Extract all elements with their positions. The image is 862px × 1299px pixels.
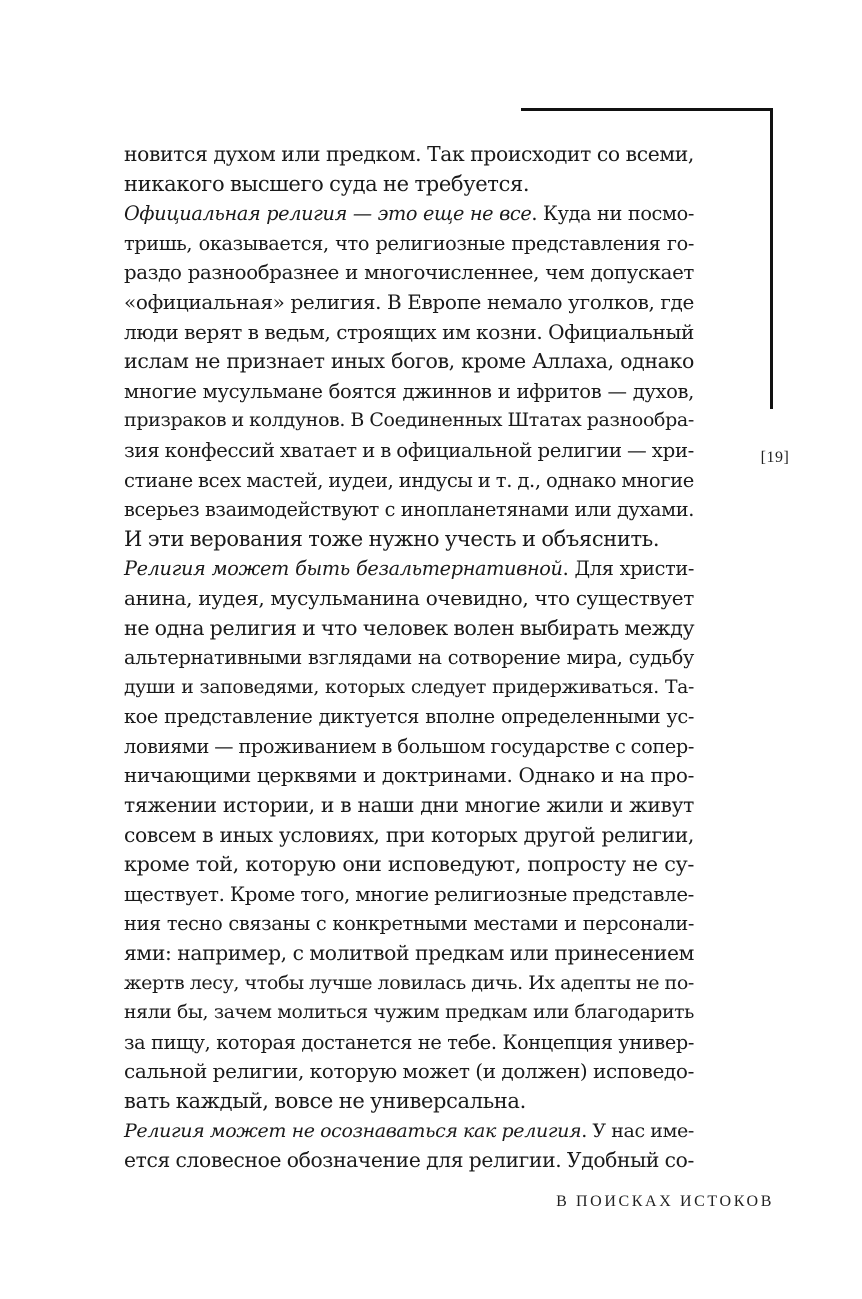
text-line	[124, 288, 694, 318]
text-line	[124, 318, 694, 348]
text-line	[124, 821, 694, 851]
line-text: ществует. Кроме того, многие религиозные представле-	[124, 882, 694, 906]
line-text: никакого высшего суда не требуется.	[124, 171, 530, 196]
text-line	[124, 643, 694, 673]
text-line	[124, 939, 694, 969]
text-line	[124, 998, 694, 1028]
text-line	[124, 466, 694, 496]
text-line	[124, 791, 694, 821]
italic-heading: Религия может быть безальтернативной	[124, 557, 563, 581]
line-text: не одна религия и что человек волен выбирать между	[124, 615, 695, 640]
frame-top-rule	[521, 108, 773, 111]
text-line	[124, 436, 694, 466]
line-text: . У нас име-	[581, 1119, 694, 1142]
text-line	[124, 554, 694, 584]
line-text: сальной религии, которую может (и должен) исповедо-	[124, 1059, 694, 1084]
line-text: зия конфессий хватает и в официальной религии — хри-	[124, 438, 694, 462]
text-line	[124, 258, 694, 288]
italic-heading: Официальная религия — это еще не все	[124, 202, 532, 226]
line-text: совсем в иных условиях, при которых другой религии,	[124, 822, 694, 847]
text-line	[124, 377, 694, 407]
line-text: призраков и колдунов. В Соединенных Штатах разнообра-	[124, 409, 694, 432]
line-text: . Для христи-	[562, 557, 695, 581]
line-text: ями: например, с молитвой предкам или принесением	[124, 941, 694, 966]
text-line	[124, 406, 694, 436]
line-text: многие мусульмане боятся джиннов и ифритов — духов,	[124, 379, 694, 403]
text-line	[124, 850, 694, 880]
line-text: всерьез взаимодействуют с инопланетянами или духами.	[124, 498, 694, 522]
line-text: альтернативными взглядами на сотворение мира, судьбу	[124, 646, 694, 670]
text-line	[124, 673, 694, 703]
line-text: анина, иудея, мусульманина очевидно, что существует	[124, 585, 694, 610]
text-line	[124, 1057, 694, 1087]
line-text: И эти верования тоже нужно учесть и объяснить.	[124, 526, 660, 551]
line-text: люди верят в ведьм, строящих им козни. Официальный	[124, 319, 694, 344]
line-text: . Куда ни посмо-	[531, 202, 695, 226]
line-text: ется словесное обозначение для религии. Удобный со-	[124, 1148, 694, 1173]
running-footer: В ПОИСКАХ ИСТОКОВ	[556, 1193, 774, 1210]
line-text: вать каждый, вовсе не универсальна.	[124, 1089, 526, 1113]
page-number: [19]	[760, 449, 790, 466]
line-text: ловиями — проживанием в большом государстве с сопер-	[124, 734, 694, 758]
text-line	[124, 909, 694, 939]
text-line	[124, 1117, 694, 1147]
text-line	[124, 347, 694, 377]
text-line	[124, 969, 694, 999]
text-line	[124, 229, 694, 259]
line-text: новится духом или предком. Так происходит со всеми,	[124, 142, 694, 166]
line-text: ислам не признает иных богов, кроме Аллаха, однако	[124, 349, 694, 374]
text-line	[124, 584, 694, 614]
line-text: стиане всех мастей, иудеи, индусы и т. д., однако многие	[124, 468, 694, 492]
line-text: раздо разнообразнее и многочисленнее, чем допускает	[124, 261, 694, 285]
text-line	[124, 614, 694, 644]
italic-heading: Религия может не осознаваться как религия	[124, 1119, 582, 1142]
line-text: «официальная» религия. В Европе немало уголков, где	[124, 289, 694, 314]
line-text: за пищу, которая достанется не тебе. Концепция универ-	[124, 1030, 694, 1054]
text-line	[124, 880, 694, 910]
line-text: ния тесно связаны с конкретными местами и персонали-	[124, 912, 694, 936]
line-text: тяжении истории, и в наши дни многие жили и живут	[124, 793, 694, 818]
text-line	[124, 199, 694, 229]
line-text: тришь, оказывается, что религиозные представления го-	[124, 231, 694, 255]
body-text	[124, 140, 694, 1176]
text-line	[124, 140, 694, 170]
text-line	[124, 1087, 694, 1117]
text-line	[124, 1146, 694, 1176]
line-text: кроме той, которую они исповедуют, попросту не су-	[124, 852, 694, 877]
text-line	[124, 1028, 694, 1058]
text-line	[124, 170, 694, 200]
line-text: жертв лесу, чтобы лучше ловилась дичь. Их адепты не по-	[124, 971, 694, 994]
text-line	[124, 495, 694, 525]
line-text: души и заповедями, которых следует придерживаться. Та-	[124, 676, 694, 698]
line-text: няли бы, зачем молиться чужим предкам или благодарить	[124, 1002, 694, 1024]
text-line	[124, 702, 694, 732]
text-line	[124, 525, 694, 555]
line-text: кое представление диктуется вполне определенными ус-	[124, 705, 694, 729]
text-line	[124, 732, 694, 762]
frame-right-rule	[770, 108, 773, 409]
line-text: ничающими церквями и доктринами. Однако и на про-	[124, 763, 694, 788]
text-line	[124, 761, 694, 791]
